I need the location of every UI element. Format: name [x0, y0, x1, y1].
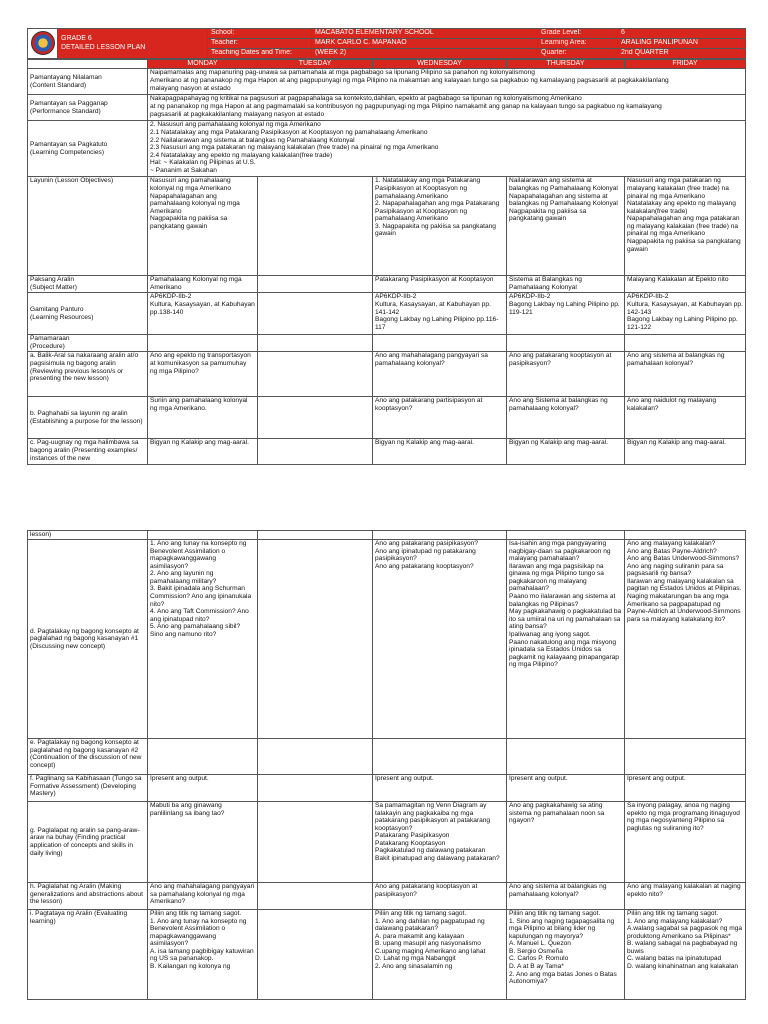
review-row	[28, 352, 746, 397]
grade-level-value: 6	[618, 29, 746, 39]
generalization-wednesday: Ano ang patakarang kooptasyon at pasipikasyon?	[373, 883, 507, 910]
purpose-thursday: Ano ang Sistema at balangkas ng pamahalaang kolonyal?	[507, 397, 625, 439]
deped-seal-logo	[28, 29, 58, 59]
teacher-label: Teacher:	[208, 39, 312, 49]
objectives-friday: Nasusuri ang mga patakaran ng malayang kalakalan (free trade) na pinairal ng mga Amerikano Natatalakay ang epekto ng malayang kalakalan(free trade) Napapahalagahan ang mga patakaran ng malayang kalakalan (free trade) na pinairal ng mga Amerikano Nagpapakita ng pakiisa sa pangkatang gawain	[625, 177, 746, 276]
day-monday: MONDAY	[148, 60, 258, 69]
discussion1-row	[28, 540, 746, 739]
discussion1-wednesday: Ano ang patakarang pasipikasyon? Ano ang ipinatupad ng patakarang pasipikasyon? Ano ang patakarang kooptasyon?	[373, 540, 507, 739]
performance-standard-text: Nakapagpapahayag ng kritikal na pagsusuri at pagpapahalaga sa konteksto,dahilan, epekto at pagbabago sa lipunan ng kolonyalismong Amerikano at ng pananakop ng mga Hapon at ang pagmamalaki sa kontribusyon ng pagpupunyagi ng mga Pilipino namakamit ang ganap na kalayaan tungo sa pagkabuo ng kamalayang pagsasarili at pagkakakilanlang malayang nasyon at estado	[148, 95, 746, 121]
resources-row	[28, 293, 746, 335]
content-standard-label: Pamantayang Nilalaman (Content Standard)	[28, 69, 148, 95]
generalization-label: h. Paglalahat ng Aralin (Making generalizations and abstractions about the lesson)	[28, 883, 148, 910]
discussion1-thursday: Isa-isahin ang mga pangyayaring nagbigay-daan sa pagkakaroon ng malayang pamahalaan? Ilarawan ang mga pagsisikap na ginawa ng mga Pilipino tungo sa pagkakaroon ng malayang pamahalaan? Paano mo ilalarawan ang sistema at balangkas ng Pilipinas? May pagkakahawig o pagkakatulad ba ito sa umiiral na uri ng pamahalaan sa ating bansa? Ipaliwanag ang iyong sagot. Paano nakatulong ang mga misyong ipinadala sa Estados Unidos sa pagkamit ng kalayaang pinapangarap ng mga Pilipino?	[507, 540, 625, 739]
day-thursday: THURSDAY	[507, 60, 625, 69]
quarter-label: Quarter:	[538, 49, 618, 59]
continued-label: lesson)	[28, 531, 148, 540]
review-monday: Ano ang epekto ng transportasyon at komunikasyon sa pamumuhay ng mga Pilipino?	[148, 352, 258, 397]
discussion2-label: e. Pagtalakay ng bagong konsepto at paglalahad ng bagong kasanayan #2 (Continuation of the discussion of new concept)	[28, 739, 148, 775]
discussion2-row	[28, 739, 746, 775]
content-standard-row	[28, 69, 746, 95]
competencies-text: 2. Nasusuri ang pamahalaang kolonyal ng mga Amerikano 2.1 Natatalakay ang mga Patakarang Pasipikasyon at Kooptasyon ng pamahalaang Amerikano 2.2 Nailalarawan ang sistema at balangkas ng Pamahalaang Kolonyal 2.3 Nasusuri ang mga patakaran ng malayang kalakalan (free trade) na pinairal ng mga Amerikano 2.4 Natatalakay ang epekto ng malayang kalakalan(free trade) Hal: ~ Kalakalan ng Pilipinas at U.S. ~ Pananim at Sakahan	[148, 121, 746, 177]
discussion1-monday: 1. Ano ang tunay na konsepto ng Benevolent Assimilation o mapagkawanggawang asimilasyon? 2. Ano ang layunin ng pamahalaang military? 3. Bakit ipinadala ang Schurman Commission? Ano ang ipinanukala nito? 4. Ano ang Taft Commission? Ano ang ipinatupad nito? 5. Ano ang pamahalaang sibil? Sino ang namuno rito?	[148, 540, 258, 739]
objectives-monday: Nasusuri ang pamahalaang kolonyal ng mga Amerikano Napapahalagahan ang pamahalaang kolonyal ng mga Amerikano Nagpapakita ng pakiisa sa pangkatang gawain	[148, 177, 258, 276]
evaluation-tuesday	[258, 910, 373, 1000]
application-thursday: Ano ang pagkakahawig sa ating sistema ng pamahalaan noon sa ngayon?	[507, 802, 625, 883]
review-label: a. Balik-Aral sa nakaraang aralin at/o pagsisimula ng bagong aralin (Reviewing previous lesson/s or presenting the new lesson)	[28, 352, 148, 397]
application-tuesday	[258, 802, 373, 883]
discussion2-monday	[148, 739, 258, 775]
subject-matter-thursday: Sistema at Balangkas ng Pamahalaang Kolonyal	[507, 276, 625, 293]
generalization-row	[28, 883, 746, 910]
resources-tuesday	[258, 293, 373, 335]
application-wednesday: Sa pamamagitan ng Venn Diagram ay talakayin ang pagkakaiba ng mga patakarang pasipikasyon at patakarang kooptasyon? Patakarang Pasipikasyon Patakarang Kooptasyon Pagkakatulad ng dalawang patakaran Bakit ipinatupad ang dalawang patakaran?	[373, 802, 507, 883]
performance-standard-row	[28, 95, 746, 121]
learning-area-label: Learning Area:	[538, 39, 618, 49]
mastery-label: f. Paglinang sa Kabihasaan (Tungo sa Formative Assessment) (Developing Mastery)	[28, 775, 148, 802]
discussion2-tuesday	[258, 739, 373, 775]
discussion2-friday	[625, 739, 746, 775]
objectives-wednesday: 1. Natatalakay ang mga Patakarang Pasipikasyon at Kooptasyon ng pamahalaang Amerikano 2. Napapahalagahan ang mga Patakarang Pasipikasyon at Kooptasyon ng pamahalaang Amerikano 3. Nagpapakita ng pakiisa sa pangkatang gawain	[373, 177, 507, 276]
examples-monday: Bigyan ng Kalakip ang mag-aaral.	[148, 439, 258, 465]
seal-icon	[31, 31, 55, 55]
school-label: School:	[208, 29, 312, 39]
mastery-row	[28, 775, 746, 802]
mastery-thursday: Ipresent ang output.	[507, 775, 625, 802]
lesson-plan-page-1	[27, 28, 745, 468]
objectives-thursday: Nailalarawan ang sistema at balangkas ng Pamahalaang Kolonyal Napapahalagahan ang sistema at balangkas ng Pamahalaang Kolonyal Nagpapakita ng pakiisa sa pangkatang gawain	[507, 177, 625, 276]
purpose-row	[28, 397, 746, 439]
review-wednesday: Ano ang mahahalagang pangyayari sa pamahalaang kolonyal?	[373, 352, 507, 397]
resources-wednesday: AP6KDP-IIb-2 Kultura, Kasaysayan, at Kabuhayan pp. 141-142 Bagong Lakbay ng Lahing Pilipino pp.116-117	[373, 293, 507, 335]
discussion2-thursday	[507, 739, 625, 775]
content-standard-text: Naipamamalas ang mapanuring pag-unawa sa pamamahala at mga pagbabago sa lipunang Pilipino sa panahon ng kolonyalismong Amerikano at ng pananakop ng mga Hapon at ang pagpupunyagi ng mga Pilipino na makamtan ang kalayaan tungo sa pagkabuo ng kamalayang pagsasarili at pagkakakilanlang malayang nasyon at estado	[148, 69, 746, 95]
evaluation-row	[28, 910, 746, 1000]
performance-standard-label: Pamantayan sa Pagganap (Performance Standard)	[28, 95, 148, 121]
grade-title: GRADE 6	[61, 35, 92, 43]
competencies-row	[28, 121, 746, 177]
examples-tuesday	[258, 439, 373, 465]
objectives-tuesday	[258, 177, 373, 276]
subject-matter-label: Paksang Aralin (Subject Matter)	[28, 276, 148, 293]
plan-title	[58, 29, 208, 59]
evaluation-thursday: Piliin ang titik ng tamang sagot. 1. Sino ang naging tagapagsalita ng mga Pilipino at bilang lider ng kapulungan ng mayorya? A. Manuel L. Quezon B. Sergio Osmeña C. Carlos P. Romulo D. A at B ay Tama* 2. Ano ang mga batas Jones o Batas Autonomiya?	[507, 910, 625, 1000]
application-monday: Mabuti ba ang ginawang panlilinlang sa ibang tao?	[148, 802, 258, 883]
lesson-table-page-2	[27, 530, 746, 1000]
day-wednesday: WEDNESDAY	[373, 60, 507, 69]
mastery-monday: Ipresent ang output.	[148, 775, 258, 802]
examples-friday: Bigyan ng Kalakip ang mag-aaral.	[625, 439, 746, 465]
plan-type-title: DETAILED LESSON PLAN	[61, 43, 146, 51]
lesson-plan-page-2	[27, 530, 745, 1000]
header-table	[27, 28, 746, 59]
competencies-label: Pamantayan sa Pagkatuto (Learning Competencies)	[28, 121, 148, 177]
lesson-table-page-1	[27, 59, 746, 465]
quarter-value: 2nd QUARTER	[618, 49, 746, 59]
evaluation-friday: Piliin ang titik ng tamang sagot. 1. Ano ang malayang kalakalan? A.walang sagabal sa pagpasok ng mga produktong Amerikano sa Pilipinas* B. walang sabagal na pagbabayad ng buwis C. walang batas na ipinatutupad D. walang kinahinatnan ang kalakalan	[625, 910, 746, 1000]
purpose-tuesday	[258, 397, 373, 439]
objectives-row	[28, 177, 746, 276]
mastery-friday: Ipresent ang output.	[625, 775, 746, 802]
discussion1-tuesday	[258, 540, 373, 739]
mastery-tuesday	[258, 775, 373, 802]
purpose-friday: Ano ang naidulot ng malayang kalakalan?	[625, 397, 746, 439]
review-friday: Ano ang sistema at balangkas ng pamahalaan kolonyal?	[625, 352, 746, 397]
procedure-label: Pamamaraan (Procedure)	[28, 335, 148, 352]
resources-thursday: AP6KDP-IIb-2 Bagong Lakbay ng Lahing Pilipino pp. 119-121	[507, 293, 625, 335]
examples-label: c. Pag-uugnay ng mga halimbawa sa bagong aralin (Presenting examples/ instances of the new	[28, 439, 148, 465]
purpose-wednesday: Ano ang patakarang partisipasyon at kooptasyon?	[373, 397, 507, 439]
examples-thursday: Bigyan ng Kalakip ang mag-aaral.	[507, 439, 625, 465]
resources-monday: AP6KDP-IIb-2 Kultura, Kasaysayan, at Kabuhayan pp.138-140	[148, 293, 258, 335]
discussion1-friday: Ano ang malayang kalakalan? Ano ang Batas Payne-Aldrich? Ano ang Batas Underwood-Simmons? Ano ang naging suliranin para sa pagsasarili ng bansa? Ilarawan ang malayang kalakalan sa pagitan ng Estados Unidos at Pilipinas. Naging makatarungan ba ang mga Amerikano sa pagpapatupad ng Payne-Aldrich at Underwood-Simmons para sa malayang kalakalang ito?	[625, 540, 746, 739]
continued-row	[28, 531, 746, 540]
school-value: MACABATO ELEMENTARY SCHOOL	[312, 29, 538, 39]
purpose-monday: Suriin ang pamahalaang kolonyal ng mga Amerikano.	[148, 397, 258, 439]
evaluation-wednesday: Piliin ang titik ng tamang sagot. 1. Ano ang dahilan ng pagpatupad ng dalawang patakaran? A. para makamit ang kalayaan B. upang masupil ang nasyonalismo C.upang maging Amerikano ang lahat D. Lahat ng mga Nabanggit 2. Ano ang sinasalamin ng	[373, 910, 507, 1000]
grade-level-label: Grade Level:	[538, 29, 618, 39]
generalization-tuesday	[258, 883, 373, 910]
days-header-row	[28, 60, 746, 69]
mastery-wednesday: Ipresent ang output.	[373, 775, 507, 802]
objectives-label: Layunin (Lesson Objectives)	[28, 177, 148, 276]
review-tuesday	[258, 352, 373, 397]
subject-matter-wednesday: Patakarang Pasipikasyon at Kooptasyon	[373, 276, 507, 293]
evaluation-monday: Piliin ang titik ng tamang sagot. 1. Ano ang tunay na konsepto ng Benevolent Assimilation o mapagkawanggawang asimilasyon? A. isa lamang pagbibigay katuwiran ng US sa pananakop. B. Kailangan ng kolonya ng	[148, 910, 258, 1000]
application-row	[28, 802, 746, 883]
discussion1-label: d. Pagtalakay ng bagong konsepto at paglalahad ng bagong kasanayan #1 (Discussing new concept)	[28, 540, 148, 739]
resources-label: Gamitang Panturo (Learning Resources)	[28, 293, 148, 335]
dates-label: Teaching Dates and Time:	[208, 49, 312, 59]
discussion2-wednesday	[373, 739, 507, 775]
application-friday: Sa inyong palagay, anoa ng naging epekto ng mga programang itinaguyod ng mga negosyanteng Pilipino sa paglutas ng suliraning ito?	[625, 802, 746, 883]
examples-row	[28, 439, 746, 465]
subject-matter-row	[28, 276, 746, 293]
examples-wednesday: Bigyan ng Kalakip ang mag-aaral.	[373, 439, 507, 465]
dates-value: (WEEK 2)	[312, 49, 538, 59]
procedure-row	[28, 335, 746, 352]
generalization-friday: Ano ang malayang kalakalan at naging epekto nito?	[625, 883, 746, 910]
day-friday: FRIDAY	[625, 60, 746, 69]
resources-friday: AP6KDP-IIb-2 Kultura, Kasaysayan, at Kabuhayan pp. 142-143 Bagong Lakbay ng Lahing Pilipino pp. 121-122	[625, 293, 746, 335]
subject-matter-monday: Pamahalaang Kolonyal ng mga Amerikano	[148, 276, 258, 293]
application-label: g. Paglalapat ng aralin sa pang-araw-araw na buhay (Finding practical application of concepts and skills in daily living)	[28, 802, 148, 883]
learning-area-value: ARALING PANLIPUNAN	[618, 39, 746, 49]
day-tuesday: TUESDAY	[258, 60, 373, 69]
subject-matter-tuesday	[258, 276, 373, 293]
subject-matter-friday: Malayang Kalakalan at Epekto nito	[625, 276, 746, 293]
review-thursday: Ano ang patakarang kooptasyon at pasipikasyon?	[507, 352, 625, 397]
evaluation-label: i. Pagtataya ng Aralin (Evaluating learning)	[28, 910, 148, 1000]
generalization-thursday: Ano ang sistema at balangkas ng pamahalaang kolonyal?	[507, 883, 625, 910]
generalization-monday: Ano ang mahahalagang pangyayari sa pamahalang kolonyal ng mga Amerikano?	[148, 883, 258, 910]
purpose-label: b. Paghahabi sa layunin ng aralin (Establishing a purpose for the lesson)	[28, 397, 148, 439]
teacher-value: MARK CARLO C. MAPANAO	[312, 39, 538, 49]
